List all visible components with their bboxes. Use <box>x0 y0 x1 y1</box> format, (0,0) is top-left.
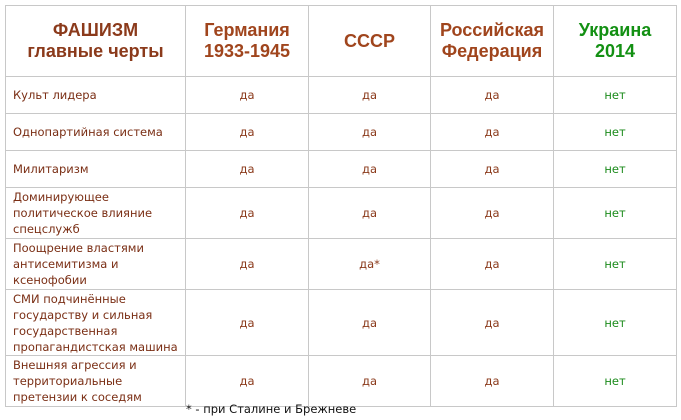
feature-label <box>6 356 186 407</box>
russia-cell: да <box>431 356 554 407</box>
feature-label-line: СМИ подчинённые <box>13 291 126 306</box>
footnote: * - при Сталине и Брежневе <box>186 402 357 416</box>
header-ussr-label: СССР <box>343 30 395 51</box>
comparison-table <box>5 5 677 407</box>
feature-label-line: ксенофобии <box>13 273 87 287</box>
feature-label-line: Поощрение властями <box>13 241 144 255</box>
germany-cell: да <box>186 188 309 239</box>
table-row <box>6 239 677 290</box>
table-header <box>6 6 677 77</box>
feature-label-line: спецслужб <box>13 222 80 236</box>
header-row <box>6 6 677 77</box>
ussr-cell: да <box>309 151 431 188</box>
feature-label <box>6 188 186 239</box>
germany-cell: да <box>186 77 309 114</box>
ussr-cell: да <box>309 290 431 356</box>
feature-label <box>6 77 186 114</box>
ussr-cell: да <box>309 77 431 114</box>
russia-cell: да <box>431 114 554 151</box>
feature-label-line: пропагандистская машина <box>13 339 178 354</box>
table-row <box>6 290 677 356</box>
header-russia-line2: Федерация <box>441 41 543 61</box>
ukraine-cell: нет <box>554 290 677 356</box>
table-row <box>6 114 677 151</box>
header-germany-line1: Германия <box>204 20 290 40</box>
feature-label-line: политическое влияние <box>13 206 153 220</box>
feature-label-line: территориальные <box>13 374 123 388</box>
header-ukraine-line2: 2014 <box>594 41 636 61</box>
ukraine-cell: нет <box>554 77 677 114</box>
feature-label-line: антисемитизма и <box>13 257 119 271</box>
feature-label-line: Внешняя агрессия и <box>13 358 137 372</box>
header-germany <box>186 6 309 77</box>
ukraine-cell: нет <box>554 239 677 290</box>
russia-cell: да <box>431 239 554 290</box>
germany-cell: да <box>186 114 309 151</box>
russia-cell: да <box>431 290 554 356</box>
ukraine-cell: нет <box>554 188 677 239</box>
ussr-cell: да <box>309 188 431 239</box>
russia-cell: да <box>431 77 554 114</box>
header-fascism-line2: главные черты <box>27 41 164 61</box>
feature-label-line: Однопартийная система <box>13 125 163 139</box>
feature-label-line: государственная <box>13 323 118 338</box>
ukraine-cell: нет <box>554 151 677 188</box>
header-fascism-line1: ФАШИЗМ <box>52 20 139 40</box>
table-row <box>6 188 677 239</box>
header-germany-line2: 1933-1945 <box>203 41 291 61</box>
feature-label-line: Милитаризм <box>13 162 89 176</box>
russia-cell: да <box>431 151 554 188</box>
header-ukraine <box>554 6 677 77</box>
table-body <box>6 77 677 407</box>
header-ussr <box>309 6 431 77</box>
feature-label <box>6 239 186 290</box>
feature-label <box>6 151 186 188</box>
feature-label-line: претензии к соседям <box>13 390 142 404</box>
table-row <box>6 356 677 407</box>
germany-cell: да <box>186 151 309 188</box>
header-russia-line1: Российская <box>439 20 544 40</box>
ussr-cell: да <box>309 114 431 151</box>
russia-cell: да <box>431 188 554 239</box>
germany-cell: да <box>186 290 309 356</box>
ukraine-cell: нет <box>554 114 677 151</box>
feature-label-line: государству и сильная <box>13 307 153 322</box>
header-fascism <box>6 6 186 77</box>
germany-cell: да <box>186 356 309 407</box>
ukraine-cell: нет <box>554 356 677 407</box>
comparison-table-frame <box>5 5 677 407</box>
table-row <box>6 77 677 114</box>
feature-label <box>6 290 186 356</box>
germany-cell: да <box>186 239 309 290</box>
header-russia <box>431 6 554 77</box>
header-ukraine-line1: Украина <box>578 20 652 40</box>
feature-label-line: Доминирующее <box>13 190 109 204</box>
feature-label <box>6 114 186 151</box>
ussr-cell: да <box>309 356 431 407</box>
feature-label-line: Культ лидера <box>13 88 97 102</box>
table-row <box>6 151 677 188</box>
ussr-cell: да* <box>309 239 431 290</box>
